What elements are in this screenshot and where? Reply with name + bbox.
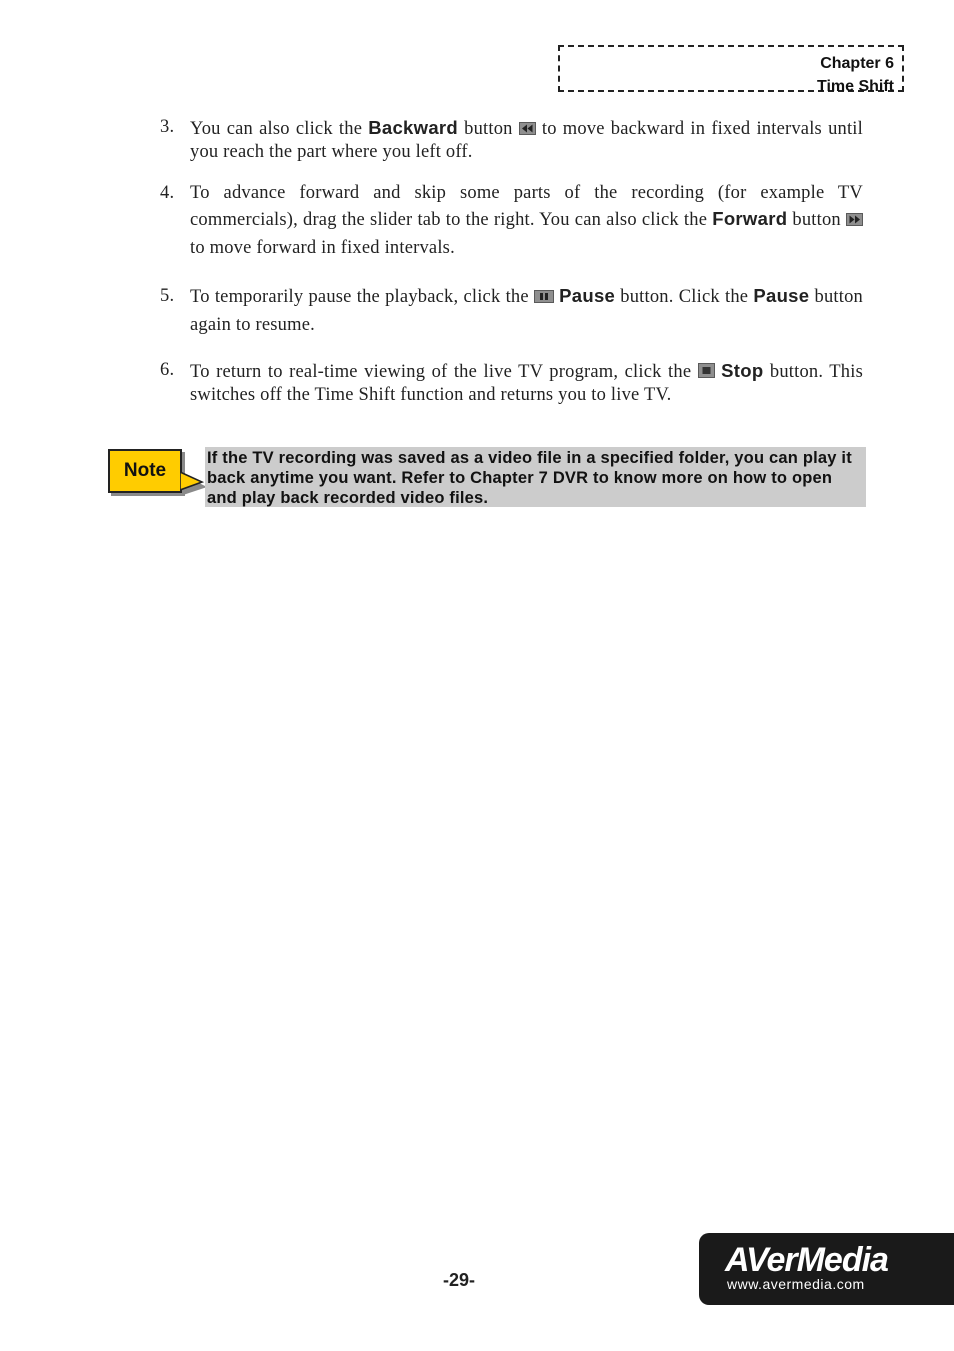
note-text: If the TV recording was saved as a video file in a specified folder, you can play it back anytime you want. Refer to Chapter 7 DVR to know more on how to open and play back recorded video files. bbox=[205, 447, 866, 507]
step-item: 5. To temporarily pause the playback, click the Pause button. Click the Pause button again to resume. bbox=[160, 282, 863, 339]
page-number: -29- bbox=[443, 1270, 476, 1290]
step-number: 6. bbox=[160, 360, 175, 380]
chapter-title: Time Shift bbox=[816, 78, 894, 95]
pause-label-resume: Pause bbox=[753, 285, 810, 306]
step-number: 4. bbox=[160, 183, 175, 203]
stop-icon bbox=[698, 363, 715, 378]
fast-forward-icon bbox=[846, 213, 863, 226]
avermedia-logo bbox=[699, 1233, 954, 1305]
step-number: 5. bbox=[160, 286, 175, 306]
step-item: 4. To advance forward and skip some parts of the recording (for example TV commercials), drag the slider tab to the right. You can also click the Forward button to move forward in fixed intervals. bbox=[160, 183, 863, 258]
note-pointer-icon bbox=[180, 470, 206, 496]
step-number: 3. bbox=[160, 117, 175, 137]
instruction-list bbox=[160, 116, 863, 407]
backward-label: Backward bbox=[368, 117, 459, 138]
forward-label: Forward bbox=[712, 208, 788, 229]
stop-label: Stop bbox=[721, 360, 764, 381]
logo-wordmark: AVerMedia bbox=[725, 1241, 888, 1279]
step-item: 3. You can also click the Backward button to move backward in fixed intervals until you reach the part where you left off. bbox=[160, 117, 863, 162]
pause-icon bbox=[534, 290, 554, 303]
step-item: 6. To return to real-time viewing of the live TV program, click the Stop button. This switches off the Time Shift function and returns you to live TV. bbox=[160, 360, 863, 405]
rewind-icon bbox=[519, 122, 536, 135]
chapter-header bbox=[558, 45, 904, 95]
logo-url: www.avermedia.com bbox=[727, 1276, 865, 1292]
chapter-number: Chapter 6 bbox=[820, 55, 894, 72]
note-badge: Note bbox=[108, 449, 182, 493]
pause-label: Pause bbox=[559, 285, 616, 306]
